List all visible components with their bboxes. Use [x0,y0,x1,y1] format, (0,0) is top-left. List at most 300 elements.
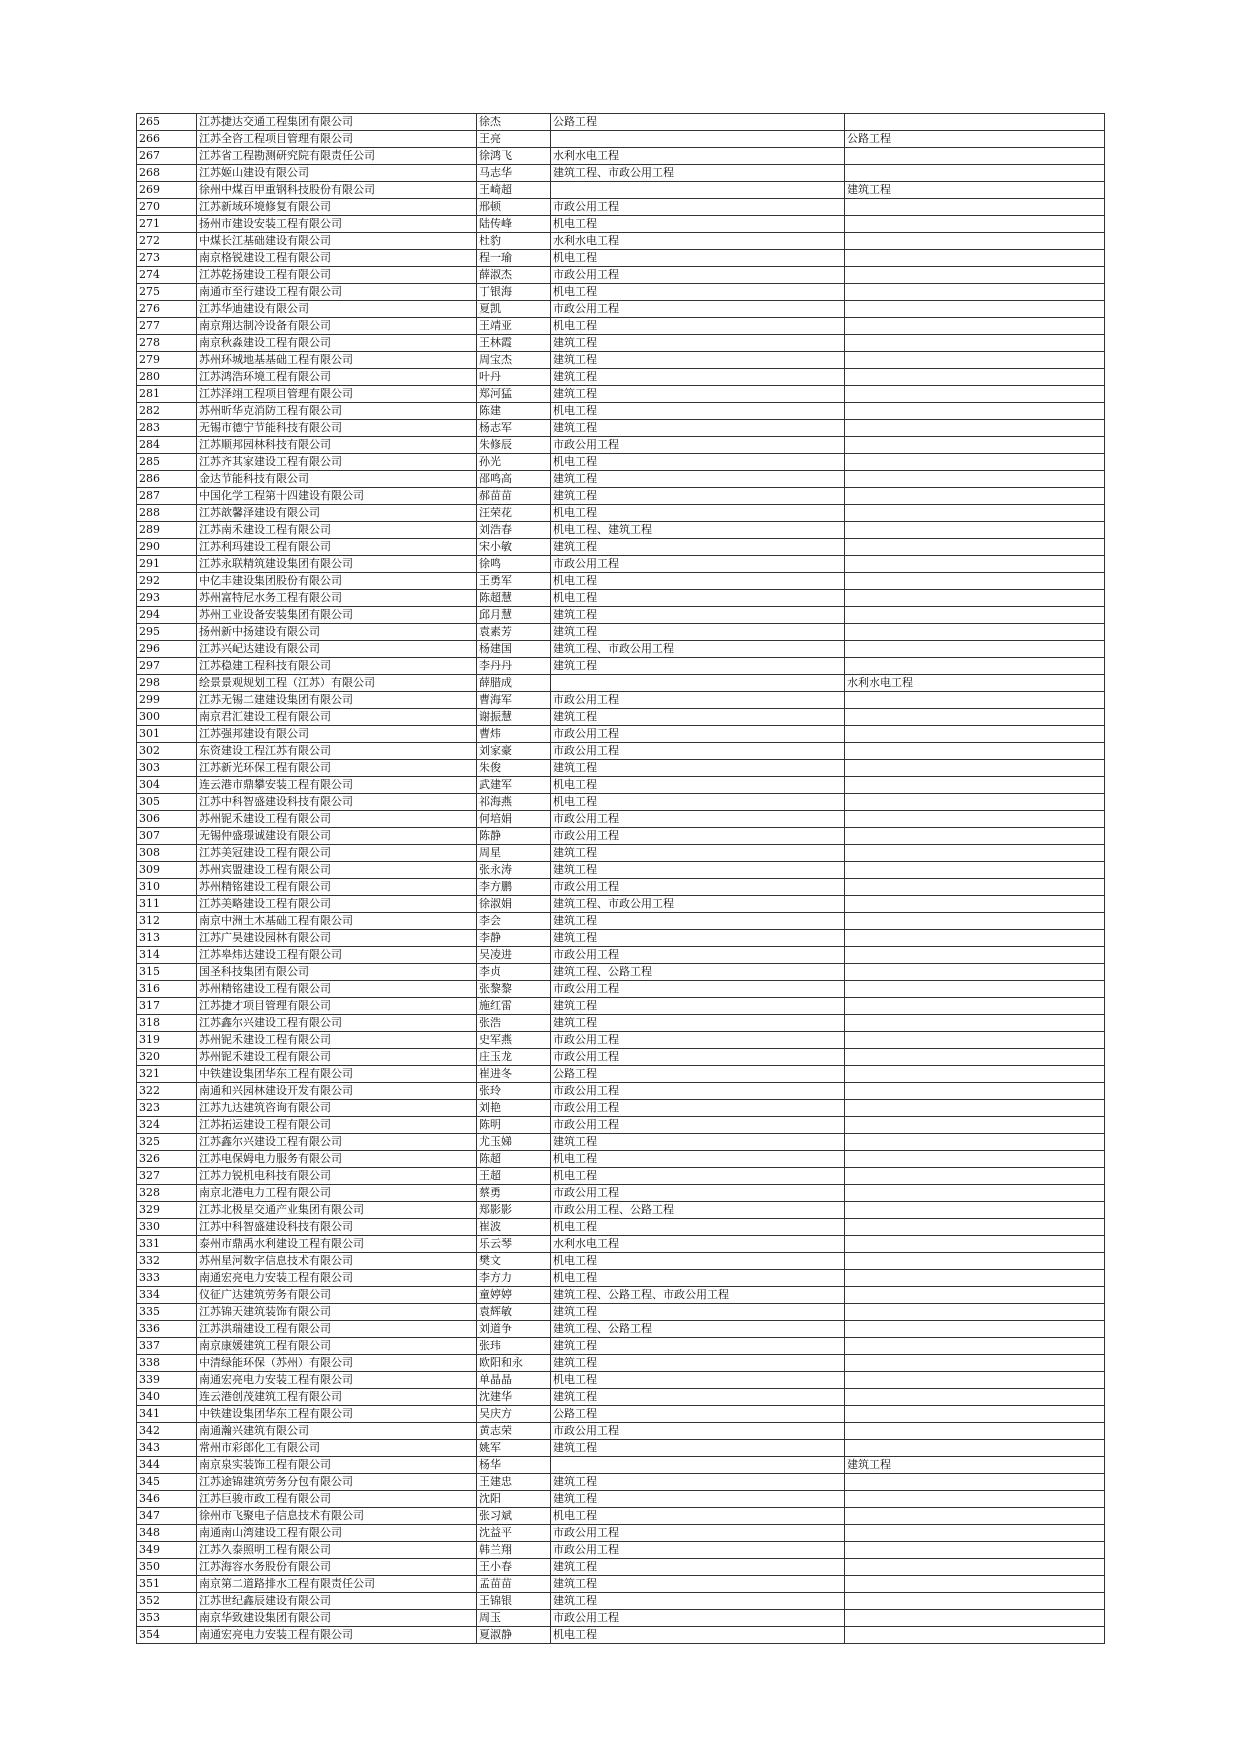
table-row [137,998,1105,1015]
table-row [137,709,1105,726]
row-number-cell: 290 [137,539,197,556]
person-cell: 史军燕 [477,1032,551,1049]
company-cell: 中铁建设集团华东工程有限公司 [197,1066,477,1083]
person-cell: 刘道争 [477,1321,551,1338]
specialty-cell: 建筑工程 [551,420,845,437]
person-cell: 祁海燕 [477,794,551,811]
specialty-cell: 建筑工程 [551,862,845,879]
table-row [137,777,1105,794]
specialty-cell: 建筑工程 [551,1389,845,1406]
table-row [137,743,1105,760]
specialty-cell: 建筑工程 [551,1491,845,1508]
specialty-cell: 建筑工程、公路工程、市政公用工程 [551,1287,845,1304]
table-row [137,505,1105,522]
specialty-cell: 建筑工程、公路工程 [551,964,845,981]
other-specialty-cell [845,1134,1105,1151]
person-cell: 陈超 [477,1151,551,1168]
table-row [137,947,1105,964]
table-row [137,1083,1105,1100]
row-number-cell: 303 [137,760,197,777]
other-specialty-cell [845,828,1105,845]
other-specialty-cell [845,352,1105,369]
person-cell: 王锦银 [477,1593,551,1610]
table-row [137,539,1105,556]
row-number-cell: 292 [137,573,197,590]
row-number-cell: 326 [137,1151,197,1168]
other-specialty-cell [845,947,1105,964]
row-number-cell: 331 [137,1236,197,1253]
person-cell: 李会 [477,913,551,930]
row-number-cell: 298 [137,675,197,692]
company-cell: 无锡市德宁节能科技有限公司 [197,420,477,437]
row-number-cell: 288 [137,505,197,522]
company-cell: 江苏洪瑞建设工程有限公司 [197,1321,477,1338]
person-cell: 庄玉龙 [477,1049,551,1066]
row-number-cell: 352 [137,1593,197,1610]
row-number-cell: 281 [137,386,197,403]
other-specialty-cell [845,386,1105,403]
row-number-cell: 297 [137,658,197,675]
other-specialty-cell [845,1253,1105,1270]
specialty-cell: 建筑工程 [551,760,845,777]
company-cell: 苏州工业设备安装集团有限公司 [197,607,477,624]
person-cell: 施红雷 [477,998,551,1015]
specialty-cell: 机电工程 [551,1151,845,1168]
specialty-cell: 建筑工程 [551,1355,845,1372]
company-cell: 中国化学工程第十四建设有限公司 [197,488,477,505]
specialty-cell: 市政公用工程、公路工程 [551,1202,845,1219]
specialty-cell [551,675,845,692]
row-number-cell: 349 [137,1542,197,1559]
specialty-cell: 市政公用工程 [551,1610,845,1627]
table-row [137,1270,1105,1287]
person-cell: 丁银海 [477,284,551,301]
row-number-cell: 273 [137,250,197,267]
specialty-cell: 市政公用工程 [551,1185,845,1202]
company-cell: 江苏捷达交通工程集团有限公司 [197,114,477,131]
row-number-cell: 282 [137,403,197,420]
other-specialty-cell [845,454,1105,471]
specialty-cell: 建筑工程 [551,471,845,488]
row-number-cell: 293 [137,590,197,607]
person-cell: 杜豹 [477,233,551,250]
row-number-cell: 328 [137,1185,197,1202]
company-cell: 江苏电保姆电力服务有限公司 [197,1151,477,1168]
person-cell: 王靖亚 [477,318,551,335]
person-cell: 马志华 [477,165,551,182]
specialty-cell: 机电工程 [551,1270,845,1287]
row-number-cell: 351 [137,1576,197,1593]
specialty-cell: 市政公用工程 [551,1083,845,1100]
row-number-cell: 321 [137,1066,197,1083]
specialty-cell: 机电工程、建筑工程 [551,522,845,539]
company-cell: 苏州宾盟建设工程有限公司 [197,862,477,879]
other-specialty-cell [845,1304,1105,1321]
person-cell: 薛淑杰 [477,267,551,284]
company-cell: 南京格锐建设工程有限公司 [197,250,477,267]
company-cell: 江苏顺邦园林科技有限公司 [197,437,477,454]
company-cell: 江苏世纪鑫辰建设有限公司 [197,1593,477,1610]
table-row [137,165,1105,182]
company-cell: 苏州星河数字信息技术有限公司 [197,1253,477,1270]
person-cell: 吴凌进 [477,947,551,964]
personnel-table [136,113,1105,1644]
row-number-cell: 272 [137,233,197,250]
person-cell: 李静 [477,930,551,947]
specialty-cell: 机电工程 [551,590,845,607]
table-row [137,607,1105,624]
company-cell: 南通南山湾建设工程有限公司 [197,1525,477,1542]
other-specialty-cell [845,1593,1105,1610]
row-number-cell: 276 [137,301,197,318]
person-cell: 乐云琴 [477,1236,551,1253]
other-specialty-cell [845,471,1105,488]
person-cell: 徐鸿飞 [477,148,551,165]
company-cell: 扬州市建设安装工程有限公司 [197,216,477,233]
other-specialty-cell [845,794,1105,811]
specialty-cell: 建筑工程 [551,386,845,403]
company-cell: 苏州铌禾建设工程有限公司 [197,811,477,828]
row-number-cell: 335 [137,1304,197,1321]
specialty-cell: 建筑工程 [551,1338,845,1355]
table-body [137,114,1105,1644]
table-row [137,845,1105,862]
person-cell: 王亮 [477,131,551,148]
company-cell: 苏州富特尼水务工程有限公司 [197,590,477,607]
other-specialty-cell [845,1287,1105,1304]
other-specialty-cell [845,233,1105,250]
person-cell: 沈建华 [477,1389,551,1406]
company-cell: 徐州市飞聚电子信息技术有限公司 [197,1508,477,1525]
specialty-cell: 建筑工程 [551,369,845,386]
table-row [137,131,1105,148]
table-row [137,216,1105,233]
person-cell: 陈建 [477,403,551,420]
table-row [137,420,1105,437]
specialty-cell: 建筑工程、市政公用工程 [551,165,845,182]
specialty-cell [551,131,845,148]
row-number-cell: 295 [137,624,197,641]
company-cell: 江苏美略建设工程有限公司 [197,896,477,913]
person-cell: 蔡勇 [477,1185,551,1202]
company-cell: 江苏稳建工程科技有限公司 [197,658,477,675]
other-specialty-cell [845,1202,1105,1219]
specialty-cell: 机电工程 [551,1627,845,1644]
company-cell: 江苏鸿浩环境工程有限公司 [197,369,477,386]
other-specialty-cell [845,1151,1105,1168]
specialty-cell: 机电工程 [551,1219,845,1236]
company-cell: 苏州铌禾建设工程有限公司 [197,1032,477,1049]
other-specialty-cell [845,335,1105,352]
person-cell: 薛腊成 [477,675,551,692]
specialty-cell [551,1457,845,1474]
specialty-cell: 机电工程 [551,318,845,335]
specialty-cell: 建筑工程 [551,539,845,556]
row-number-cell: 340 [137,1389,197,1406]
specialty-cell: 水利水电工程 [551,233,845,250]
specialty-cell: 建筑工程 [551,1576,845,1593]
company-cell: 仪征广达建筑劳务有限公司 [197,1287,477,1304]
table-row [137,522,1105,539]
specialty-cell: 建筑工程、市政公用工程 [551,896,845,913]
table-row [137,1236,1105,1253]
company-cell: 江苏省工程勘测研究院有限责任公司 [197,148,477,165]
other-specialty-cell [845,539,1105,556]
row-number-cell: 313 [137,930,197,947]
company-cell: 江苏兴屺达建设有限公司 [197,641,477,658]
table-row [137,692,1105,709]
person-cell: 邢顿 [477,199,551,216]
person-cell: 徐鸣 [477,556,551,573]
table-row [137,981,1105,998]
row-number-cell: 279 [137,352,197,369]
specialty-cell: 机电工程 [551,505,845,522]
specialty-cell: 市政公用工程 [551,692,845,709]
other-specialty-cell [845,1321,1105,1338]
person-cell: 欧阳和永 [477,1355,551,1372]
other-specialty-cell [845,1236,1105,1253]
company-cell: 南通和兴园林建设开发有限公司 [197,1083,477,1100]
specialty-cell: 市政公用工程 [551,1542,845,1559]
company-cell: 南京翔达制冷设备有限公司 [197,318,477,335]
table-row [137,726,1105,743]
row-number-cell: 336 [137,1321,197,1338]
company-cell: 中亿丰建设集团股份有限公司 [197,573,477,590]
row-number-cell: 271 [137,216,197,233]
person-cell: 王超 [477,1168,551,1185]
row-number-cell: 315 [137,964,197,981]
row-number-cell: 345 [137,1474,197,1491]
other-specialty-cell [845,709,1105,726]
company-cell: 江苏锦天建筑装饰有限公司 [197,1304,477,1321]
table-row [137,1610,1105,1627]
specialty-cell: 建筑工程 [551,1440,845,1457]
other-specialty-cell [845,1491,1105,1508]
specialty-cell: 市政公用工程 [551,437,845,454]
table-row [137,335,1105,352]
other-specialty-cell [845,607,1105,624]
company-cell: 江苏鑫尔兴建设工程有限公司 [197,1134,477,1151]
row-number-cell: 287 [137,488,197,505]
specialty-cell: 机电工程 [551,216,845,233]
table-row [137,1355,1105,1372]
other-specialty-cell [845,896,1105,913]
specialty-cell [551,182,845,199]
company-cell: 江苏皋炜达建设工程有限公司 [197,947,477,964]
specialty-cell: 市政公用工程 [551,1049,845,1066]
specialty-cell: 建筑工程 [551,335,845,352]
other-specialty-cell [845,641,1105,658]
other-specialty-cell [845,1423,1105,1440]
person-cell: 袁辉敏 [477,1304,551,1321]
table-row [137,1321,1105,1338]
table-row [137,1287,1105,1304]
company-cell: 江苏南禾建设工程有限公司 [197,522,477,539]
table-row [137,1406,1105,1423]
person-cell: 韩兰翔 [477,1542,551,1559]
table-row [137,1117,1105,1134]
table-row [137,913,1105,930]
person-cell: 夏凯 [477,301,551,318]
table-row [137,658,1105,675]
company-cell: 江苏力锐机电科技有限公司 [197,1168,477,1185]
company-cell: 江苏拓运建设工程有限公司 [197,1117,477,1134]
other-specialty-cell [845,1440,1105,1457]
specialty-cell: 建筑工程 [551,1015,845,1032]
row-number-cell: 319 [137,1032,197,1049]
company-cell: 江苏乾扬建设工程有限公司 [197,267,477,284]
specialty-cell: 机电工程 [551,454,845,471]
other-specialty-cell [845,1610,1105,1627]
company-cell: 南通瀚兴建筑有限公司 [197,1423,477,1440]
person-cell: 周玉 [477,1610,551,1627]
table-row [137,301,1105,318]
table-row [137,1202,1105,1219]
other-specialty-cell [845,845,1105,862]
person-cell: 童婷婷 [477,1287,551,1304]
company-cell: 江苏华迪建设有限公司 [197,301,477,318]
table-row [137,148,1105,165]
company-cell: 中煤长江基础建设有限公司 [197,233,477,250]
specialty-cell: 建筑工程 [551,1304,845,1321]
company-cell: 江苏姬山建设有限公司 [197,165,477,182]
person-cell: 曹炜 [477,726,551,743]
table-row [137,284,1105,301]
company-cell: 南通宏亮电力安装工程有限公司 [197,1627,477,1644]
specialty-cell: 机电工程 [551,1508,845,1525]
row-number-cell: 350 [137,1559,197,1576]
row-number-cell: 343 [137,1440,197,1457]
company-cell: 金达节能科技有限公司 [197,471,477,488]
person-cell: 张浩 [477,1015,551,1032]
table-row [137,1185,1105,1202]
row-number-cell: 332 [137,1253,197,1270]
table-row [137,556,1105,573]
person-cell: 樊文 [477,1253,551,1270]
company-cell: 江苏新域环境修复有限公司 [197,199,477,216]
document-table-wrapper [136,113,1105,1644]
row-number-cell: 296 [137,641,197,658]
company-cell: 无锡仲盛璟诚建设有限公司 [197,828,477,845]
person-cell: 邱月慧 [477,607,551,624]
row-number-cell: 333 [137,1270,197,1287]
row-number-cell: 283 [137,420,197,437]
table-row [137,760,1105,777]
specialty-cell: 建筑工程 [551,1559,845,1576]
table-row [137,1168,1105,1185]
company-cell: 中清绿能环保（苏州）有限公司 [197,1355,477,1372]
row-number-cell: 320 [137,1049,197,1066]
other-specialty-cell [845,1559,1105,1576]
person-cell: 吴庆方 [477,1406,551,1423]
specialty-cell: 市政公用工程 [551,199,845,216]
table-row [137,573,1105,590]
other-specialty-cell [845,114,1105,131]
person-cell: 陈明 [477,1117,551,1134]
row-number-cell: 347 [137,1508,197,1525]
table-row [137,1253,1105,1270]
table-row [137,1219,1105,1236]
specialty-cell: 建筑工程 [551,352,845,369]
specialty-cell: 建筑工程 [551,488,845,505]
specialty-cell: 水利水电工程 [551,148,845,165]
table-row [137,1015,1105,1032]
table-row [137,811,1105,828]
specialty-cell: 市政公用工程 [551,267,845,284]
row-number-cell: 265 [137,114,197,131]
row-number-cell: 302 [137,743,197,760]
company-cell: 江苏巨骏市政工程有限公司 [197,1491,477,1508]
table-row [137,1593,1105,1610]
company-cell: 南京中洲土木基础工程有限公司 [197,913,477,930]
person-cell: 刘家豪 [477,743,551,760]
table-row [137,1542,1105,1559]
person-cell: 袁素芳 [477,624,551,641]
other-specialty-cell [845,930,1105,947]
table-row [137,1151,1105,1168]
person-cell: 李贞 [477,964,551,981]
person-cell: 王建忠 [477,1474,551,1491]
company-cell: 南京华致建设集团有限公司 [197,1610,477,1627]
person-cell: 张玲 [477,1083,551,1100]
company-cell: 苏州精铭建设工程有限公司 [197,981,477,998]
other-specialty-cell [845,301,1105,318]
company-cell: 江苏北极星交通产业集团有限公司 [197,1202,477,1219]
company-cell: 江苏全咨工程项目管理有限公司 [197,131,477,148]
company-cell: 江苏九达建筑咨询有限公司 [197,1100,477,1117]
table-row [137,1491,1105,1508]
other-specialty-cell [845,743,1105,760]
specialty-cell: 市政公用工程 [551,1525,845,1542]
table-row [137,267,1105,284]
person-cell: 谢振慧 [477,709,551,726]
company-cell: 苏州昕华克消防工程有限公司 [197,403,477,420]
row-number-cell: 267 [137,148,197,165]
table-row [137,471,1105,488]
row-number-cell: 266 [137,131,197,148]
specialty-cell: 公路工程 [551,114,845,131]
specialty-cell: 公路工程 [551,1406,845,1423]
specialty-cell: 机电工程 [551,250,845,267]
specialty-cell: 市政公用工程 [551,828,845,845]
person-cell: 张永涛 [477,862,551,879]
person-cell: 姚军 [477,1440,551,1457]
person-cell: 郑河猛 [477,386,551,403]
company-cell: 常州市彩郎化工有限公司 [197,1440,477,1457]
person-cell: 郝苗苗 [477,488,551,505]
table-row [137,1100,1105,1117]
table-row [137,624,1105,641]
row-number-cell: 305 [137,794,197,811]
row-number-cell: 330 [137,1219,197,1236]
other-specialty-cell [845,879,1105,896]
specialty-cell: 建筑工程 [551,913,845,930]
other-specialty-cell: 公路工程 [845,131,1105,148]
table-row [137,437,1105,454]
company-cell: 连云港市鼎攀安装工程有限公司 [197,777,477,794]
person-cell: 张习斌 [477,1508,551,1525]
person-cell: 沈益平 [477,1525,551,1542]
other-specialty-cell [845,913,1105,930]
other-specialty-cell: 水利水电工程 [845,675,1105,692]
row-number-cell: 277 [137,318,197,335]
table-row [137,641,1105,658]
other-specialty-cell [845,488,1105,505]
table-row [137,1134,1105,1151]
table-row [137,794,1105,811]
company-cell: 连云港创茂建筑工程有限公司 [197,1389,477,1406]
person-cell: 宋小敏 [477,539,551,556]
